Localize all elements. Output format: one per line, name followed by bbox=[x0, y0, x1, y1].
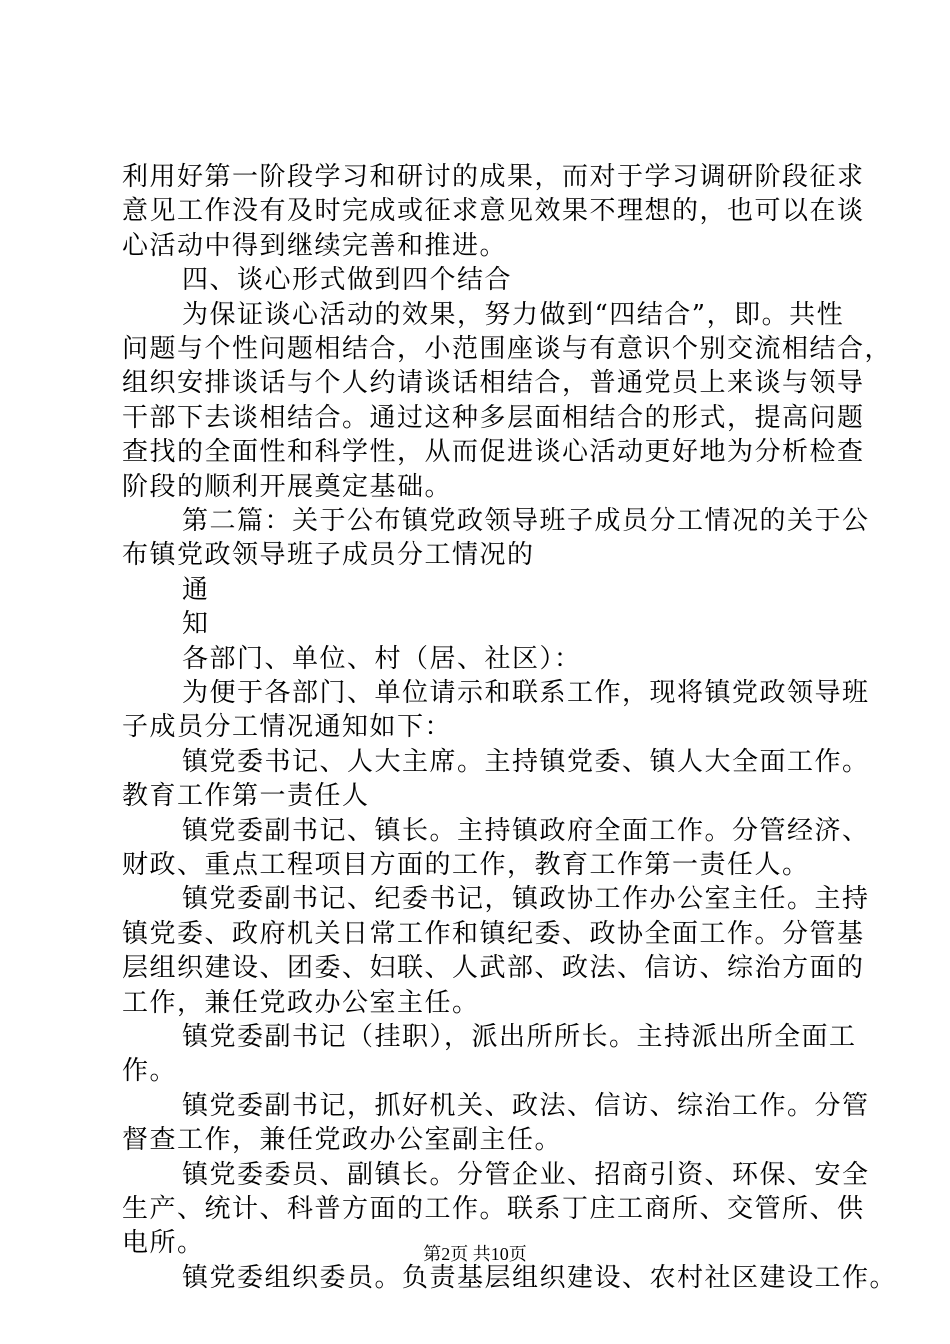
paragraph-line: 阶段的顺利开展奠定基础。 bbox=[122, 471, 453, 502]
paragraph-line: 为便于各部门、单位请示和联系工作，现将镇党政领导班 bbox=[182, 678, 870, 708]
paragraph-line: 心活动中得到继续完善和推进。 bbox=[122, 230, 508, 261]
paragraph-line: 知 bbox=[182, 609, 210, 640]
paragraph-line: 子成员分工情况通知如下： bbox=[122, 712, 453, 743]
paragraph-line: 镇党委副书记（挂职），派出所所长。主持派出所全面工 bbox=[182, 1022, 857, 1052]
paragraph-line: 镇党委组织委员。负责基层组织建设、农村社区建设工作。 bbox=[182, 1262, 898, 1293]
paragraph-line: 问题与个性问题相结合，小范围座谈与有意识个别交流相结合， bbox=[122, 334, 893, 364]
paragraph-line: 四、谈心形式做到四个结合 bbox=[182, 265, 513, 296]
paragraph-line: 教育工作第一责任人 bbox=[122, 781, 370, 812]
paragraph-line: 镇党委副书记，抓好机关、政法、信访、综治工作。分管 bbox=[182, 1090, 870, 1121]
paragraph-line: 第二篇：关于公布镇党政领导班子成员分工情况的关于公 bbox=[182, 506, 870, 536]
paragraph-line: 干部下去谈相结合。通过这种多层面相结合的形式，提高问题 bbox=[122, 402, 865, 433]
paragraph-line: 镇党委委员、副镇长。分管企业、招商引资、环保、安全 bbox=[182, 1159, 870, 1190]
paragraph-line: 各部门、单位、村（居、社区）： bbox=[182, 643, 582, 674]
paragraph-line: 作。 bbox=[122, 1056, 178, 1087]
paragraph-line: 为保证谈心活动的效果，努力做到“四结合”，即。共性 bbox=[182, 299, 845, 330]
paragraph-line: 生产、统计、科普方面的工作。联系丁庄工商所、交管所、供 bbox=[122, 1194, 865, 1224]
paragraph-line: 督查工作，兼任党政办公室副主任。 bbox=[122, 1125, 563, 1156]
page-footer: 第2页 共10页 bbox=[423, 1244, 527, 1264]
paragraph-line: 层组织建设、团委、妇联、人武部、政法、信访、综治方面的 bbox=[122, 953, 865, 984]
paragraph-line: 财政、重点工程项目方面的工作，教育工作第一责任人。 bbox=[122, 850, 810, 880]
paragraph-line: 镇党委副书记、纪委书记，镇政协工作办公室主任。主持 bbox=[182, 884, 870, 915]
paragraph-line: 电所。 bbox=[122, 1228, 205, 1259]
paragraph-line: 意见工作没有及时完成或征求意见效果不理想的，也可以在谈 bbox=[122, 196, 865, 227]
paragraph-line: 镇党委书记、人大主席。主持镇党委、镇人大全面工作。 bbox=[182, 746, 870, 777]
paragraph-line: 利用好第一阶段学习和研讨的成果，而对于学习调研阶段征求 bbox=[122, 162, 865, 192]
paragraph-line: 布镇党政领导班子成员分工情况的 bbox=[122, 540, 535, 571]
paragraph-line: 工作，兼任党政办公室主任。 bbox=[122, 987, 480, 1018]
paragraph-line: 镇党委、政府机关日常工作和镇纪委、政协全面工作。分管基 bbox=[122, 918, 865, 949]
paragraph-line: 组织安排谈话与个人约请谈话相结合，普通党员上来谈与领导 bbox=[122, 368, 865, 399]
paragraph-line: 镇党委副书记、镇长。主持镇政府全面工作。分管经济、 bbox=[182, 815, 870, 846]
paragraph-line: 查找的全面性和科学性，从而促进谈心活动更好地为分析检查 bbox=[122, 437, 865, 468]
paragraph-line: 通 bbox=[182, 574, 210, 605]
